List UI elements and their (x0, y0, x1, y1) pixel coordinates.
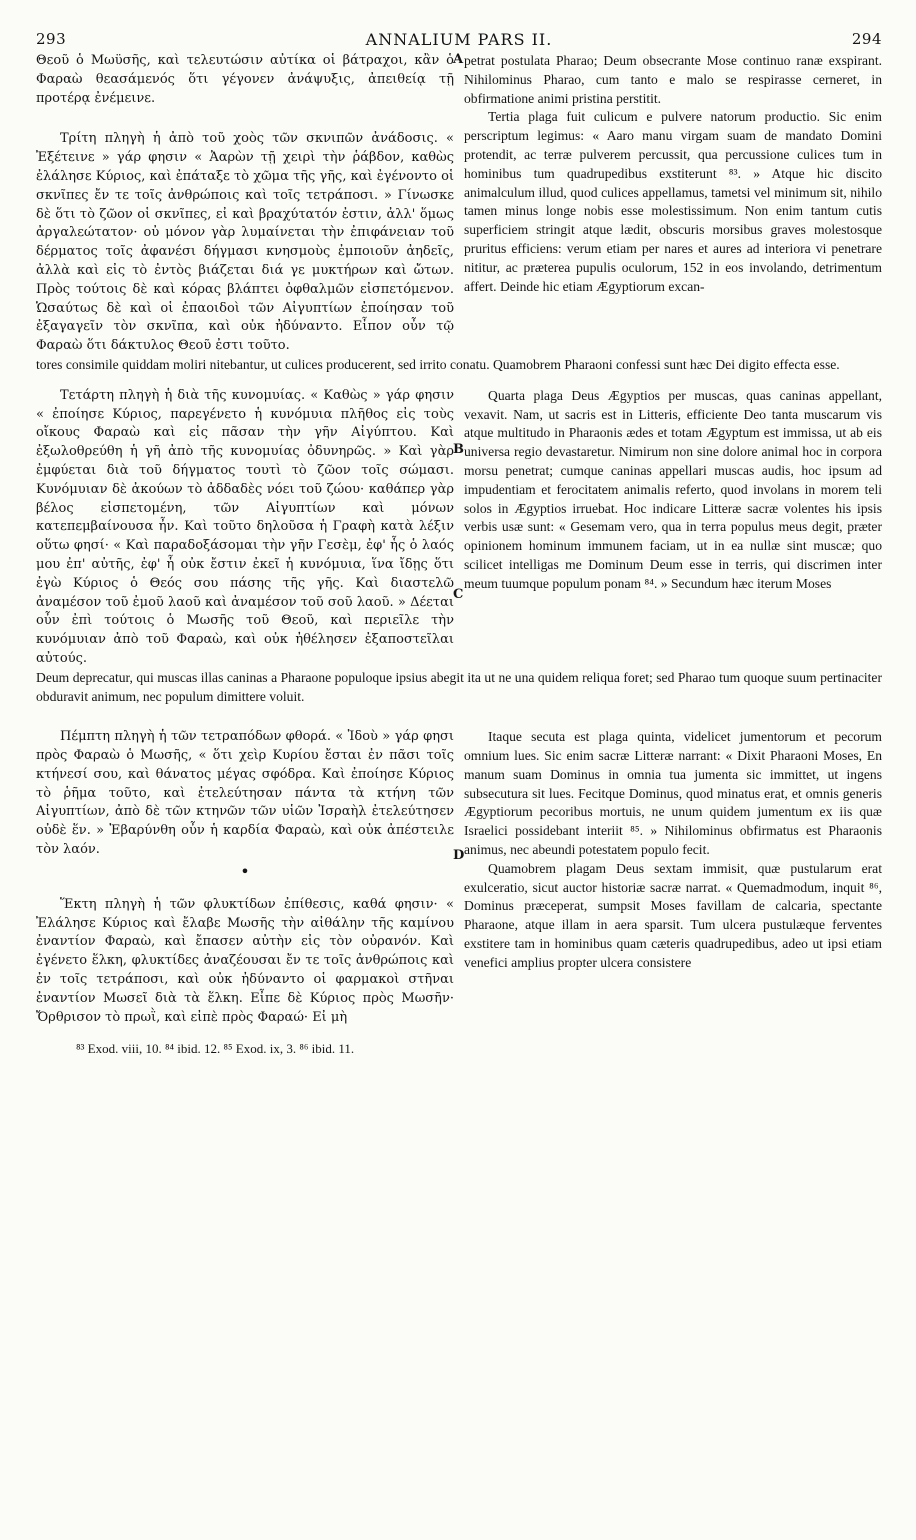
latin-column (464, 52, 882, 356)
latin-paragraph: Tertia plaga fuit culicum e pulvere natorum productio. Sic enim perscriptum legimus: « Aaro manu virgam suam de mandato Domini protendit, ac terræ pulverem percussit, qua percussione culices tum in hominibus tum quadrupedibus exstiterunt ⁸³. » Atque hic discito animalculum illud, quod culices appellamus, tametsi vel minimum sit, nihilo tamen minus longe nobis esse molestissimum. Non enim tantum cutis superficiem stringit atque lædit, obscuris morsibus graves molestosque pruritus efficiens: verum etiam per nares et aures ad interiora vi penetrare nititur, ac præterea pupulis oculorum, 152 in eos involando, detrimentum affert. Deinde hic etiam Ægyptiorum excan- (464, 109, 882, 294)
section-2 (36, 387, 882, 669)
footnotes: ⁸³ Exod. viii, 10. ⁸⁴ ibid. 12. ⁸⁵ Exod. ix, 3. ⁸⁶ ibid. 11. (76, 1041, 355, 1057)
greek-paragraph: Θεοῦ ὁ Μωϋσῆς, καὶ τελευτώσιν αὐτίκα οἱ βάτραχοι, κἂν ὁ Φαραὼ θεασάμενός ὅτι γέγονεν ἀνάψυξις, ἀπειθείᾳ τῇ προτέρᾳ ἐνέμεινε. (36, 53, 454, 106)
greek-column (36, 387, 454, 669)
margin-marker-b: B (453, 442, 464, 457)
greek-paragraph: Τρίτη πληγὴ ἡ ἀπὸ τοῦ χοὸς τῶν σκνιπῶν ἀνάδοσις. « Ἐξέτεινε » γάρ φησιν « Ἀαρὼν τῇ χειρὶ τὴν ῥάβδον, καθὼς ἐλάλησε Κύριος, καὶ ἐπάταξε τὸ χῶμα τῆς γῆς, καὶ ἐγένοντο οἱ σκνῖπες ἔν τε τοῖς ἀνθρώποις καὶ τοῖς τετράποσι. » Γίνωσκε δὲ ὅτι τὸ ζῶον οἱ σκνῖπες, εἰ καὶ βραχύτατόν ἐστιν, ἀλλ' ὅμως ἀργαλεώτατον· οὐ μόνον γὰρ λυμαίνεται τὴν ἐπιφάνειαν τοῦ δέρματος τοῖς ἀφανέσι δήγμασι κνησμοὺς ἐμποιοῦν ἀηδεῖς, ἀλλὰ καὶ εἰς τὸ ἐντὸς βιάζεται διά γε μυκτήρων καὶ ὤτων. Πρὸς τούτοις δὲ καὶ κόρας βλάπτει ὀφθαλμῶν εἰσπετόμενον. Ὡσαύτως δὲ καὶ οἱ ἐπαοιδοὶ τῶν Αἰγυπτίων ἐποίησαν τοῦ ἐξαγαγεῖν τὸν σκνῖπα, καὶ οὐκ ἠδύναντο. Εἶπον οὖν τῷ Φαραὼ ὅτι δάκτυλος Θεοῦ ἐστι τοῦτο. (36, 131, 454, 354)
page (36, 30, 882, 1057)
page-header (36, 30, 882, 52)
greek-column (36, 728, 454, 1027)
page-number-right: 294 (851, 30, 882, 48)
latin-paragraph: Quarta plaga Deus Ægyptios per muscas, quas caninas appellant, vexavit. Nam, ut sacris est in Litteris, efficiente Deo tanta muscarum vis atque multitudo in Pharaonis ædes et totam Ægyptum est immissa, ut ab eis universa regio devastaretur. Nimirum non sine dolore animal hoc in corpora morsu penetrat; cumque caninas appellari muscas audis, hoc ipsum ad impudentiam et ferocitatem animalis referto, quod involans in morem teli solos in Ægyptios irruebat. Hoc indicare Litteræ sacræ volentes his ipsis verbis usæ sunt: « Gesemam vero, qua in terra populus meus degit, præter opinionem hominum immunem faciam, ut in ea nullæ sint muscæ; quo scilicet intelligas me Dominum Deum esse in terris, qui discrimen inter meum tuumque populum ponam ⁸⁴. » Secundum hæc iterum Moses (464, 387, 882, 591)
greek-column (36, 52, 454, 356)
ornament-dot: • (240, 861, 250, 881)
page-number-left: 293 (36, 30, 67, 48)
margin-marker-d: D (453, 848, 465, 864)
full-width-paragraph: Deum deprecatur, qui muscas illas caninas a Pharaone populoque ipsius abegit ita ut ne una quidem reliqua foret; sed Pharao tum quoque suum pertinaciter obduravit animum, nec populum dimittere voluit. (36, 669, 882, 704)
full-width-paragraph: tores consimile quiddam moliri nitebantur, ut culices producerent, sed irrito conatu. Quamobrem Pharaoni confessi sunt hæc Dei digito effecta esse. (36, 356, 840, 372)
running-title: ANNALIUM PARS II. (365, 30, 553, 49)
greek-paragraph: Ἕκτη πληγὴ ἡ τῶν φλυκτίδων ἐπίθεσις, καθά φησιν· « Ἐλάλησε Κύριος καὶ ἔλαβε Μωσῆς τὴν αἰθάλην τῆς καμίνου ἐναντίον Φαραὼ, καὶ ἔπασεν αὐτὴν εἰς τὸν οὐρανόν. Καὶ ἐγένετο ἕλκη, φλυκτίδες ἀναζέουσαι ἔν τε τοῖς ἀνθρώποις καὶ ἐν τοῖς τετράποσι, καὶ οὐκ ἠδύναντο οἱ φαρμακοὶ στῆναι ἐναντίον Μωσεῖ διὰ τὰ ἕλκη. Εἶπε δὲ Κύριος πρὸς Μωσῆν· Ὄρθρισον τὸ πρωῒ, καὶ εἰπὲ πρὸς Φαραώ· Εἰ μὴ (36, 896, 454, 1025)
latin-paragraph: petrat postulata Pharao; Deum obsecrante Mose continuo ranæ exspirant. Nihilominus Pharao, cum tanto e malo se respirasse cerneret, in obfirmatione animi pristina perstitit. (464, 53, 882, 106)
greek-paragraph: Τετάρτη πληγὴ ἡ διὰ τῆς κυνομυίας. « Καθὼς » γάρ φησιν « ἐποίησε Κύριος, παρεγένετο ἡ κυνόμυια πλῆθος εἰς τοὺς οἴκους Φαραὼ καὶ εἰς πᾶσαν τὴν γῆν Αἰγύπτου. Καὶ ἐξωλοθρεύθη ἡ γῆ ἀπὸ τῆς κυνομυίας ὀδυνηρῶς. » Καὶ γὰρ ἐμφύεται διὰ τοῦ δήγματος τουτὶ τὸ ζῶον τοῖς σώμασι. Κυνόμυιαν δὲ ἀκούων τὸ ἀδδαδὲς νόει τοῦ ζώου· καθάπερ γὰρ βέλος εἰσπετομένη, τῶν Αἰγυπτίων καὶ μόνων κατεπεμβαίνουσα ἦν. Καὶ τοῦτο δηλοῦσα ἡ Γραφὴ κατὰ λέξιν οὕτω φησί· « Καὶ παραδοξάσομαι τὴν γῆν Γεσὲμ, ἐφ' ἧς ὁ λαός μου ἐπ' αὐτῆς, ἐφ' ἧ οὐκ ἔστιν ἐκεῖ ἡ κυνόμυια, ἵνα ἴδῃς ὅτι ἐγὼ Κύριος ὁ Θεός σου πάσης τῆς γῆς. Καὶ διαστελῶ ἀναμέσον τοῦ ἐμοῦ λαοῦ καὶ ἀναμέσον τοῦ σοῦ λαοῦ. » Δέεται οὖν ἐπὶ τούτοις ὁ Μωσῆς τοῦ Θεοῦ, καὶ περιεῖλε τὴν κυνόμυιαν ἀπὸ τοῦ Φαραὼ, καὶ οὐκ ἠθέλησεν ἐξαποστεῖλαι αὐτούς. (36, 387, 454, 666)
latin-column (464, 728, 882, 1027)
margin-marker-c: C (453, 586, 464, 602)
greek-paragraph: Πέμπτη πληγὴ ἡ τῶν τετραπόδων φθορά. « Ἰδοὺ » γάρ φησι πρὸς Φαραὼ ὁ Μωσῆς, « ὅτι χεὶρ Κυρίου ἔσται ἐν πᾶσι τοῖς κτήνεσί σου, καὶ θάνατος μέγας σφόδρα. Καὶ ἐποίησε Κύριος τὸ ῥῆμα τοῦτο, καὶ ἐτελεύτησαν πάντα τὰ κτήνη τῶν Αἰγυπτίων, ἀπὸ δὲ τῶν κτηνῶν τῶν υἱῶν Ἰσραὴλ ἐτελεύτησεν οὐδὲ ἕν. » Ἐβαρύνθη οὖν ἡ καρδία Φαραὼ, καὶ οὐκ ἀπέστειλε τὸν λαόν. (36, 729, 454, 858)
latin-paragraph: Itaque secuta est plaga quinta, videlicet jumentorum et pecorum omnium lues. Sic enim sacræ Litteræ narrant: « Dixit Pharaoni Moses, En manum suam Dominus in omnia tua jumenta sic immittet, ut ingens subsecutura sit lues. Fecitque Dominus, quod minatus erat, et omnis generis Ægyptiorum pecoribus mortuis, ne unum quidem jumentum ex iis quæ Israelici possidebant interiit ⁸⁵. » Nihilominus obfirmatus est Pharaonis animus, nec abeundi potestatem populo fecit. (464, 729, 882, 858)
margin-marker-a: A (453, 52, 464, 67)
latin-paragraph: Quamobrem plagam Deus sextam immisit, quæ pustularum erat exulceratio, sicut auctor historiæ sacræ narrat. « Quemadmodum, inquit ⁸⁶, Dominus præceperat, sumpsit Moses favillam de calcaria, spectante Pharaone, atque illam in aera sparsit. Tum ulcera pustulæque ferventes exstitere tam in hominibus quam cæteris quadrupedibus, adeo ut ipsi etiam venefici amplius propter ulcera consistere (464, 860, 882, 970)
latin-column (464, 387, 882, 669)
section-3 (36, 728, 882, 1027)
